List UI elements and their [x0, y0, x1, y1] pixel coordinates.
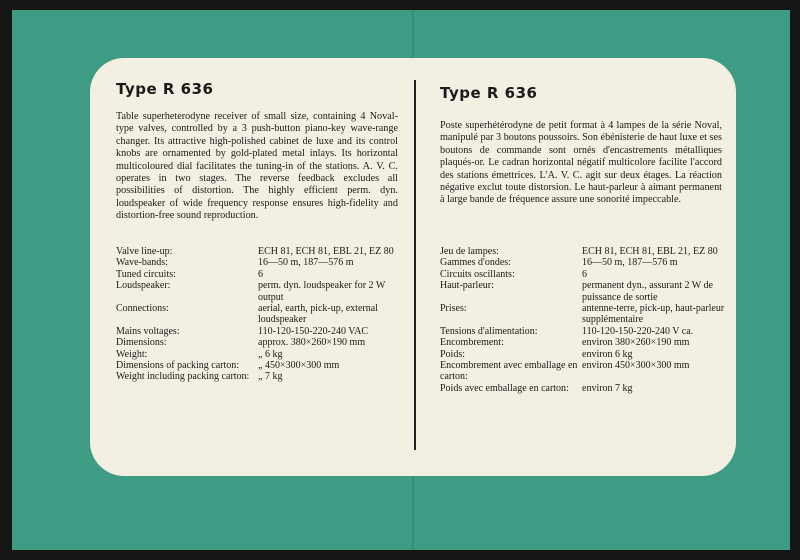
- spec-label: Poids avec emballage en carton:: [440, 382, 569, 394]
- spec-label: Tensions d'alimentation:: [440, 325, 538, 337]
- spec-value: 110-120-150-220-240 VAC: [258, 325, 369, 337]
- spec-label: Gammes d'ondes:: [440, 257, 511, 269]
- spec-row: [440, 257, 726, 268]
- spec-label: Wave-bands:: [116, 257, 168, 269]
- spec-row: [116, 257, 402, 268]
- spec-row: [440, 269, 726, 280]
- spec-row: [440, 326, 726, 337]
- spec-label: Loudspeaker:: [116, 280, 171, 292]
- spec-label: Encombrement avec emballage en carton:: [440, 360, 578, 383]
- spec-value: environ 6 kg: [582, 348, 633, 360]
- spec-value: perm. dyn. loudspeaker for 2 W output: [258, 280, 386, 303]
- spec-row: [116, 337, 402, 348]
- spec-value: approx. 380×260×190 mm: [258, 337, 366, 349]
- spec-row: [116, 280, 402, 303]
- spec-row: [116, 371, 402, 382]
- spec-label: Mains voltages:: [116, 325, 180, 337]
- spec-value: ECH 81, ECH 81, EBL 21, EZ 80: [582, 246, 718, 257]
- spec-value: antenne-terre, pick-up, haut-parleur supplémentaire: [582, 303, 725, 326]
- spec-row: [116, 246, 402, 257]
- spec-value: environ 450×300×300 mm: [582, 360, 690, 372]
- spec-row: [440, 337, 726, 348]
- spec-value: „ 7 kg: [258, 371, 283, 383]
- spec-label: Poids:: [440, 348, 466, 360]
- spec-label: Circuits oscillants:: [440, 268, 515, 280]
- spec-value: „ 450×300×300 mm: [258, 360, 340, 372]
- spec-label: Valve line-up:: [116, 246, 173, 257]
- spec-row: [440, 383, 726, 394]
- french-title: Type R 636: [440, 84, 538, 102]
- french-description: Poste superhétérodyne de petit format à 4 lampes de la série Noval, manipulé par 3 boutons poussoirs. Son ébénisterie de haut luxe et ses boutons de commande sont ornés d'encastrements métalliques plaqués-or. Le cadran horizontal négatif multicolore facilite l'accord des stations émettrices. L'A. V. C. agit sur deux étages. La réaction négative exclut toute distorsion. Le haut-parleur à aimant permanent à large bande de fréquence assure une sonorité impeccable.: [440, 120, 722, 206]
- spec-row: [116, 360, 402, 371]
- spec-value: environ 7 kg: [582, 382, 633, 394]
- spec-value: 16—50 m, 187—576 m: [258, 257, 354, 269]
- spec-label: Connections:: [116, 303, 169, 315]
- spec-row: [440, 349, 726, 360]
- spec-value: 6: [582, 268, 587, 280]
- spec-label: Haut-parleur:: [440, 280, 494, 292]
- spec-value: 6: [258, 268, 263, 280]
- french-spec-table: [440, 246, 726, 394]
- spec-row: [116, 326, 402, 337]
- spec-label: Jeu de lampes:: [440, 246, 499, 257]
- spec-row: [440, 246, 726, 257]
- spec-value: „ 6 kg: [258, 348, 283, 360]
- spec-row: [116, 269, 402, 280]
- spec-row: [116, 349, 402, 360]
- spec-row: [440, 360, 726, 383]
- column-divider: [414, 80, 416, 450]
- spec-label: Tuned circuits:: [116, 268, 176, 280]
- spec-label: Prises:: [440, 303, 467, 315]
- spec-value: environ 380×260×190 mm: [582, 337, 690, 349]
- spec-label: Encombrement:: [440, 337, 504, 349]
- spec-row: [440, 303, 726, 326]
- english-title: Type R 636: [116, 80, 214, 98]
- english-description: Table superheterodyne receiver of small size, containing 4 Noval-type valves, controlled by a 3 push-button piano-key wave-range changer. Its attractive high-polished cabinet de luxe and its control knobs are ornamented by gold-plated metal inlays. Its horizontal multicoloured dial facilitates the tuning-in of the stations. A. V. C. operates in two stages. The reverse feedback excludes all possibilities of distortion. The highly efficient perm. dyn. loudspeaker of wide frequency response ensures high-fidelity and distortion-free sound reproduction.: [116, 111, 398, 222]
- spec-value: aerial, earth, pick-up, external loudspeaker: [258, 303, 378, 326]
- spec-value: ECH 81, ECH 81, EBL 21, EZ 80: [258, 246, 394, 257]
- spec-value: 110-120-150-220-240 V ca.: [582, 325, 694, 337]
- spec-label: Weight:: [116, 348, 148, 360]
- spec-value: 16—50 m, 187—576 m: [582, 257, 678, 269]
- spec-row: [116, 303, 402, 326]
- spec-row: [440, 280, 726, 303]
- spec-value: permanent dyn., assurant 2 W de puissance de sortie: [582, 280, 713, 303]
- spec-label: Dimensions of packing carton:: [116, 360, 240, 372]
- spec-label: Dimensions:: [116, 337, 167, 349]
- english-spec-table: [116, 246, 402, 383]
- spec-label: Weight including packing carton:: [116, 371, 250, 383]
